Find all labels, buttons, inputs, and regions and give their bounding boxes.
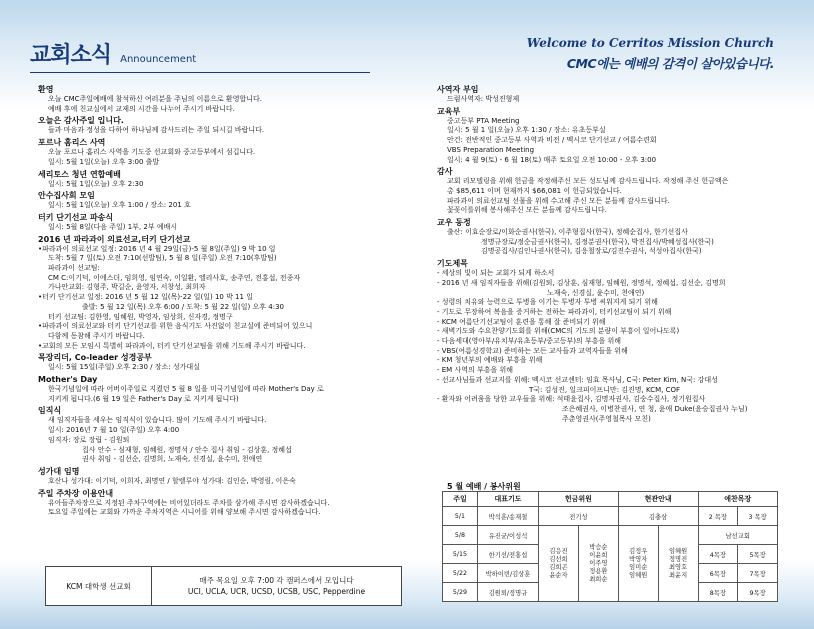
section-line: 일시: 5 월 1 일(오늘) 오후 1:30 / 장소: 유초등부실	[447, 126, 606, 135]
section-line: 다함께 동참해 주시기 바랍니다.	[48, 331, 145, 340]
table-row	[443, 526, 778, 545]
offering-name: 김희곤	[549, 563, 568, 571]
section-line: - KM 청년부의 예배와 부흥을 위해	[437, 356, 543, 365]
section-line: T국: 김성진, 일크피이프니만: 김진명, KCM, COF	[529, 385, 681, 394]
cell-prayer: 박하이빈/김상훈	[478, 564, 539, 583]
usher-name: 최윤지	[668, 571, 688, 579]
section-line: 토요일 주일에는 교회와 가까운 주차지역은 시니어를 위해 양보해 주시면 감사하겠습니다.	[48, 508, 321, 517]
section-line: 중고등부 PTA Meeting	[447, 116, 520, 125]
section-line: •파라과이 의료선교 일정: 2016 년 4 월 29일(금)-5 월 8일(주일) 9 박 10 일	[38, 244, 276, 253]
title-korean: 교회소식	[30, 43, 112, 68]
section-gratitude	[437, 166, 787, 216]
column-header: 대표기도	[478, 492, 539, 507]
section-line: 집사 안수 - 심재형, 임혜원, 정명석 / 안수 집사 취임 - 김상훈, 정혜섭	[82, 445, 292, 454]
section-member-news	[437, 217, 787, 257]
section-heading: 성가대 임명	[38, 466, 80, 476]
cell-prayer: 박석훈/송재철	[478, 507, 539, 526]
schedule-title: 5 월 예배 / 봉사위원	[447, 482, 521, 491]
kcm-details	[152, 567, 401, 605]
section-youth-worship	[38, 169, 418, 190]
section-line: 도착: 5월 7 일(토) 오전 7:10(선발팀), 5 월 8 일(주일) 오전 7:10(후발팀)	[48, 254, 277, 263]
section-heading: 안수집사회 모임	[38, 191, 95, 201]
column-header: 주일	[443, 492, 478, 507]
section-line: 일시: 4 월 9(토) - 6 월 18(토) 매주 토요일 오전 10:00 - 오후 3:00	[447, 155, 657, 164]
section-choir	[38, 466, 418, 487]
usher-name: 임혜원	[629, 571, 648, 579]
section-line: 들과 마음과 정성을 다하여 하나님께 감사드리는 주일 되시길 바랍니다.	[48, 126, 265, 135]
cell-date: 5/15	[443, 545, 478, 564]
cell-fellowship: 7목장	[738, 564, 778, 583]
section-turkey-sendoff	[38, 212, 418, 233]
kcm-line: UCI, UCLA, UCR, UCSD, UCSB, USC, Pepperdine	[187, 587, 366, 596]
section-line: - EM 사역의 부흥을 위해	[437, 366, 513, 375]
page-title	[30, 38, 196, 69]
section-heading: Mother's Day	[38, 375, 98, 385]
right-column	[437, 83, 787, 424]
section-line: - 선교사님들과 선교지를 위해: 멕시코 선교센터: 임효 목사님, C국: Peter Kim, N국: 강대성	[437, 375, 718, 384]
table-header-row	[443, 492, 778, 507]
section-line: - 기도로 무장하여 복음을 증거하는 전하는 파라과이, 터키선교팀이 되기 위해	[437, 307, 672, 316]
welcome-korean: CMC에는 예배의 감격이 살아있습니다.	[566, 56, 774, 71]
section-heading: 2016 년 파라과이 의료선교,터키 단기선교	[38, 234, 191, 244]
section-line: 김명공집사/김인나권사(한국), 김응철장로/김진수권사, 석성아집사(한국)	[481, 247, 702, 256]
usher-name: 박영자	[629, 555, 648, 563]
title-divider	[30, 72, 370, 73]
section-heading: 목장리더, Co-leader 성경공부	[38, 353, 152, 363]
cell-fellowship: 6목장	[698, 564, 738, 583]
welcome-english: Welcome to Cerritos Mission Church	[526, 36, 774, 50]
section-parking	[38, 488, 418, 518]
column-header: 애찬목장	[698, 492, 778, 507]
section-line: 터키 선교팀: 김한영, 임혜원, 박영자, 임상희, 신자경, 정명구	[48, 312, 233, 321]
section-deacon-meeting	[38, 190, 418, 211]
cell-offering-group	[578, 526, 618, 602]
section-line: 유아들주차장으로 지정된 주차구역에는 비어있더라도 주차를 삼가해 주시면 감사하겠습니다.	[48, 498, 330, 507]
section-line: - 환자와 어려움을 당한 교우들을 위해: 석태윤집사, 김명자권사, 김숭수집사, 정기원집사	[437, 395, 706, 404]
section-line: 출발: 5 월 12 일(목) 오후 6:00 / 도착: 5 월 22 일(일) 오후 4:30	[82, 302, 284, 311]
offering-name: 윤순자	[549, 571, 568, 579]
cell-usher-group	[658, 526, 698, 602]
left-column	[38, 83, 418, 518]
cell-fellowship: 남선교회	[698, 526, 778, 545]
cell-date: 5/29	[443, 583, 478, 602]
section-line: - 다음세대(영아부/유치부/유초등부/중고등부)의 부흥을 위해	[437, 337, 622, 346]
section-line: 임직자: 장로 장립 - 김원퇴	[48, 435, 130, 444]
section-line: - 성령의 치유와 능력으로 투병을 이기는 투병자 투병 씨워지게 되기 위해	[437, 298, 658, 307]
usher-name: 임미순	[629, 563, 648, 571]
usher-name: 최영호	[668, 563, 688, 571]
cell-fellowship: 9목장	[738, 583, 778, 602]
section-line: 가나안교회: 김형주, 박길순, 윤영자, 서창성, 최희자	[48, 283, 206, 292]
section-heading: 환영	[38, 85, 54, 94]
section-mission-trips	[38, 234, 418, 352]
cell-date: 5/22	[443, 564, 478, 583]
section-line: 파라과이 선교팀:	[48, 264, 100, 273]
cell-date: 5/1	[443, 507, 478, 526]
section-heading: 오늘은 감사주일 입니다.	[38, 116, 124, 126]
offering-name: 박승순	[589, 543, 608, 551]
section-line: 권사 취임 - 김선순, 김명희, 노재숙, 신경실, 윤수미, 천애연	[82, 455, 263, 464]
title-english: Announcement	[120, 54, 197, 65]
section-line: 교회 리모델링을 위해 헌금을 작정해주신 모든 성도님께 감사드립니다. 작정해 주신 헌금액은	[447, 177, 729, 186]
table-row	[443, 507, 778, 526]
section-line: - KCM 여름단기선교팀이 훈련을 통해 잘 준비되기 위해	[437, 317, 606, 326]
section-education	[437, 106, 787, 166]
usher-name: 김정우	[629, 547, 648, 555]
section-line: 일시: 5월 1일(오늘) 오후 1:00 / 장소: 201 호	[48, 201, 191, 210]
usher-name: 임혜원	[668, 547, 688, 555]
cell-offering-group	[539, 526, 579, 602]
section-line: 한국기념일에 따라 어버이주일로 지켰던 5 월 8 일을 미국기념일에 따라 Mother's Day 로	[48, 385, 324, 394]
section-new-minister	[437, 84, 787, 105]
section-line: - VBS(여름성경학교) 준비하는 모든 교사들과 교역자들을 위해	[437, 346, 628, 355]
section-heading: 기도제목	[437, 259, 468, 269]
section-thanksgiving	[38, 115, 418, 136]
section-line: 안건: 전반적인 중고등부 사역과 비전 / 멕시코 단기선교 / 여름수련회	[447, 136, 657, 145]
cell-usher-group	[618, 526, 658, 602]
section-heading: 주일 주차장 이용안내	[38, 488, 114, 498]
section-line: 예배 후에 친교실에서 교제의 시간을 나누어 주시기 바랍니다.	[48, 104, 235, 113]
cell-offering: 전기성	[539, 507, 619, 526]
section-heading: 사역자 부임	[437, 85, 479, 94]
section-line: 조은혜권사, 이병찬권사, 연 청, 윤애 Duke(윤승집권사 누님)	[562, 404, 748, 413]
kcm-box	[45, 566, 402, 606]
section-line: - 2016 년 새 임직자들을 위해(김원퇴, 김상훈, 심재형, 임혜원, 정명석, 정혜섭, 김선순, 김명희	[437, 278, 726, 287]
section-heading: 터키 단기선교 파송식	[38, 212, 114, 222]
section-line: 일시: 5월 1일(오늘) 오후 3:00 출발	[48, 157, 160, 166]
section-line: 노재숙, 신경실, 윤수미, 천애연)	[547, 288, 645, 297]
section-heading: 세리토스 청년 연합예배	[38, 169, 121, 179]
section-heading: 교육부	[437, 106, 461, 116]
section-line: 호산나 성가대: 이기덕, 이희자, 최명연 / 할렐루야 성가대: 김인순, 박영림, 이은숙	[48, 476, 296, 485]
section-heading: 교우 동정	[437, 218, 471, 228]
welcome-banner	[527, 36, 774, 72]
cell-fellowship: 8목장	[698, 583, 738, 602]
section-line: •교회의 모든 모임시 특별히 파라과이, 터키 단기선교팀을 위해 기도해 주시기 바랍니다.	[38, 341, 306, 350]
offering-name: 이윤희	[589, 551, 608, 559]
section-line: 지키게 됩니다.(6 월 19 일은 Father's Day 로 지키게 됩니다)	[48, 394, 239, 403]
section-line: 출산: 이효순장로/이화순권사(한국), 이주형집사(한국), 정혜순집사, 한기선집사	[447, 228, 688, 237]
section-line: 총 $85,611 이며 현재까지 $66,081 이 헌금되었습니다.	[447, 186, 622, 195]
offering-name: 이주영	[589, 559, 608, 567]
section-welcome	[38, 84, 418, 114]
cell-prayer: 유진균/이성석	[478, 526, 539, 545]
section-line: 드럼사역자: 박성진형제	[447, 95, 520, 103]
section-leader-study	[38, 352, 418, 373]
column-header: 헌금위원	[539, 492, 619, 507]
cell-fellowship: 2 목장	[698, 507, 738, 526]
cell-fellowship: 3 목장	[738, 507, 778, 526]
section-line: - 새벽기도와 수요찬양기도회를 위해(CMC의 기도의 분량이 부흥이 일어나도록)	[437, 327, 680, 336]
section-line: 파라과이 의료선교팀 선물을 위해 수고해 주신 모든 분들께 감사드립니다.	[447, 196, 670, 205]
section-line: VBS Preparation Meeting	[447, 145, 535, 154]
offering-name: 김선희	[549, 555, 568, 563]
column-header: 현관안내	[618, 492, 698, 507]
section-line: 정명규장로/정순금권사(한국), 김정분권사(한국), 박진집사/박혜성집사(한국)	[481, 237, 714, 246]
section-line: 일시: 5월 8일(다음 주일) 1부, 2부 예배시	[48, 222, 178, 231]
offering-name: 김응진	[549, 547, 568, 555]
kcm-label: KCM 대학생 선교회	[46, 567, 152, 605]
usher-name: 정명진	[668, 555, 688, 563]
cell-fellowship: 5목장	[738, 545, 778, 564]
section-prayer	[437, 258, 787, 424]
section-line: 오늘 CMC주일예배에 참석하신 여러분을 주님의 이름으로 환영합니다.	[48, 95, 262, 103]
section-line: 오늘 포르나 홈리스 사역을 기도중 선교회와 중고등부에서 섬깁니다.	[48, 148, 256, 157]
schedule-table	[442, 491, 778, 602]
cell-date: 5/8	[443, 526, 478, 545]
section-line: 꽃꽂이를위해 봉사해주신 모든 분들께 감사드립니다.	[447, 206, 607, 215]
section-line: 일시: 2016년 7 월 10 일(주일) 오후 4:00	[48, 426, 180, 435]
section-line: 일시: 5월 15일(주일) 오후 2:30 / 장소: 성가대실	[48, 363, 200, 372]
cell-prayer: 한기선/전홍섭	[478, 545, 539, 564]
section-line: •터키 단기선교 일정: 2016 년 5 월 12 일(목)-22 일(일) 10 박 11 일	[38, 293, 253, 302]
section-line: 새 임직자들을 세우는 임직식이 있습니다. 많이 기도해 주시기 바랍니다.	[48, 416, 267, 425]
cell-prayer: 김원퇴/정명규	[478, 583, 539, 602]
section-heading: 포르나 홈리스 사역	[38, 138, 106, 148]
kcm-line: 매주 목요일 오후 7:00 각 캠퍼스에서 모입니다	[199, 576, 354, 585]
section-line: - 세상의 빛이 되는 교회가 되게 하소서	[437, 269, 555, 278]
section-heading: 임직식	[38, 406, 62, 416]
section-mothers-day	[38, 374, 418, 404]
section-line: •파라과이 의료선교와 터키 단기선교를 위한 음식기도 사진없이 친교실에 준비되어 있으니	[38, 322, 313, 331]
section-line: 주춘영권사(주영철목사 모친)	[562, 414, 651, 423]
section-heading: 감사	[437, 167, 453, 177]
section-line: 일시: 5월 1일(오늘) 오후 2:30	[48, 179, 144, 188]
offering-name: 최희순	[589, 575, 608, 583]
section-ordination	[38, 405, 418, 465]
cell-fellowship: 4목장	[698, 545, 738, 564]
cell-usher: 김충삼	[618, 507, 698, 526]
offering-name: 정용환	[589, 567, 608, 575]
section-homeless	[38, 137, 418, 167]
section-line: CM C:이기덕, 이에스더, 임희영, 임연숙, 이일환, 엘리사호, 송주연, 전홍섭, 전종자	[48, 273, 301, 282]
